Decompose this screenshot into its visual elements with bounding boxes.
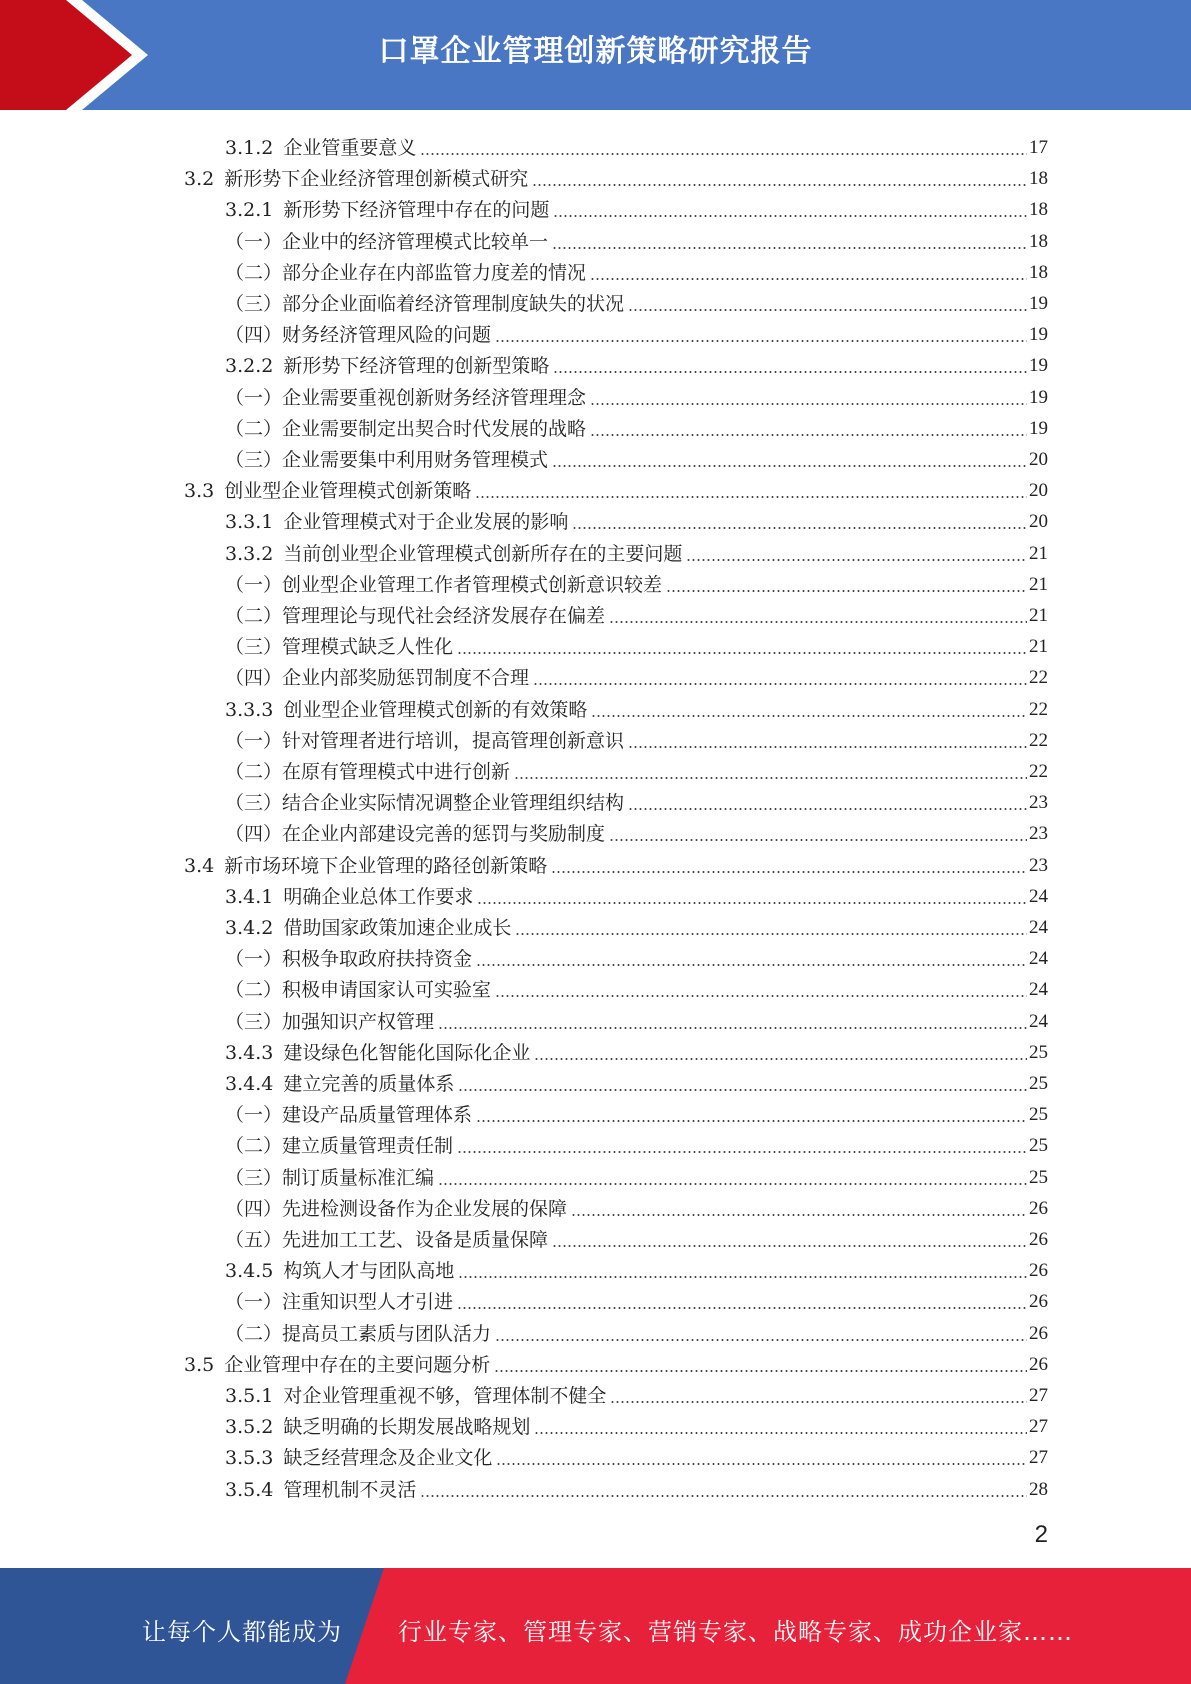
toc-dot-leader <box>495 995 1027 997</box>
toc-entry-title <box>184 168 530 190</box>
toc-entry-title <box>225 1260 456 1282</box>
toc-entry[interactable] <box>184 160 1048 190</box>
toc-dot-leader <box>494 1370 1027 1372</box>
toc-entry-title <box>225 324 493 346</box>
toc-entry-page: 22 <box>1029 761 1048 782</box>
toc-entry[interactable] <box>225 223 1048 253</box>
toc-entry-title <box>225 636 455 658</box>
toc-entry-page: 25 <box>1029 1041 1048 1063</box>
toc-dot-leader <box>666 590 1027 592</box>
toc-dot-leader <box>458 1276 1027 1278</box>
toc-entry[interactable] <box>184 1346 1048 1376</box>
toc-entry[interactable] <box>225 129 1048 159</box>
toc-entry-page: 23 <box>1029 792 1048 814</box>
toc-entry-number: 3.1.2 <box>225 137 274 159</box>
toc-entry[interactable] <box>225 940 1048 970</box>
page-number: 2 <box>1034 1521 1048 1548</box>
toc-entry-page: 22 <box>1029 667 1048 689</box>
toc-dot-leader <box>552 247 1027 249</box>
toc-entry-page: 25 <box>1029 1104 1048 1126</box>
toc-entry[interactable] <box>225 659 1048 689</box>
toc-entry-text: 企业管理中存在的主要问题分析 <box>224 1353 491 1376</box>
toc-dot-leader <box>590 434 1027 436</box>
toc-entry-title <box>225 1135 455 1157</box>
toc-entry-title <box>225 1447 494 1469</box>
toc-entry-title <box>225 449 550 471</box>
toc-entry-title <box>225 1416 532 1438</box>
toc-dot-leader <box>515 933 1027 935</box>
toc-entry-number: 3.3 <box>184 480 215 503</box>
toc-entry[interactable] <box>225 503 1048 533</box>
toc-entry-page: 26 <box>1029 1353 1048 1375</box>
toc-entry[interactable] <box>225 410 1048 440</box>
toc-dot-leader <box>553 215 1027 217</box>
toc-dot-leader <box>458 1089 1027 1091</box>
toc-entry-title <box>225 886 475 908</box>
toc-entry-page: 24 <box>1029 948 1048 970</box>
toc-entry-number: 3.4.3 <box>225 1041 274 1064</box>
toc-entry-title <box>225 667 531 689</box>
toc-dot-leader <box>438 1027 1027 1029</box>
toc-entry-title <box>225 293 626 315</box>
toc-entry-text: （四）在企业内部建设完善的惩罚与奖励制度 <box>225 823 606 846</box>
toc-entry-text: 缺乏明确的长期发展战略规划 <box>283 1416 531 1439</box>
toc-entry-text: （一）积极争取政府扶持资金 <box>225 948 473 971</box>
toc-entry-text: （二）企业需要制定出契合时代发展的战略 <box>225 417 587 440</box>
toc-entry-text: 明确企业总体工作要求 <box>283 885 474 908</box>
toc-entry-text: 企业管重要意义 <box>283 137 417 159</box>
toc-entry-page: 21 <box>1029 573 1048 595</box>
toc-entry[interactable] <box>225 1065 1048 1095</box>
toc-dot-leader <box>534 1432 1027 1434</box>
toc-entry-title <box>225 699 589 721</box>
toc-entry-title <box>225 262 588 284</box>
toc-entry-page: 28 <box>1029 1478 1048 1500</box>
report-title: 口罩企业管理创新策略研究报告 <box>378 34 813 69</box>
toc-entry-title <box>225 979 493 1001</box>
toc-entry[interactable] <box>225 566 1048 596</box>
toc-entry[interactable] <box>225 316 1048 346</box>
toc-entry-title <box>225 1073 456 1095</box>
toc-entry-title <box>225 137 418 159</box>
toc-dot-leader <box>514 777 1027 779</box>
toc-dot-leader <box>552 465 1027 467</box>
toc-dot-leader <box>457 652 1027 654</box>
toc-entry-number: 3.5.1 <box>225 1385 274 1407</box>
toc-entry-number: 3.4.5 <box>225 1260 274 1283</box>
toc-entry-page: 26 <box>1029 1260 1048 1282</box>
toc-entry[interactable] <box>225 1034 1048 1064</box>
toc-entry[interactable] <box>225 1471 1048 1501</box>
toc-dot-leader <box>553 371 1027 373</box>
toc-entry-text: （三）管理模式缺乏人性化 <box>225 636 454 659</box>
toc-entry-page: 23 <box>1029 854 1048 876</box>
toc-entry-text: 建设绿色化智能化国际化企业 <box>283 1041 531 1064</box>
toc-entry-number: 3.3.2 <box>225 542 274 565</box>
toc-entry-number: 3.4.1 <box>225 885 274 908</box>
toc-entry-page: 19 <box>1029 417 1048 439</box>
toc-entry-page: 25 <box>1029 1073 1048 1094</box>
toc-entry-page: 18 <box>1029 261 1048 283</box>
toc-entry-page: 27 <box>1029 1416 1048 1438</box>
toc-entry-title <box>225 1229 550 1251</box>
toc-entry-text: （二）部分企业存在内部监管力度差的情况 <box>225 261 587 284</box>
toc-entry-text: （三）制订质量标准汇编 <box>225 1166 435 1189</box>
toc-entry-page: 20 <box>1029 511 1048 533</box>
toc-dot-leader <box>476 964 1027 966</box>
toc-entry-text: （三）企业需要集中利用财务管理模式 <box>225 449 549 471</box>
toc-entry[interactable] <box>184 847 1048 877</box>
toc-dot-leader <box>572 527 1027 529</box>
toc-dot-leader <box>457 1307 1027 1309</box>
toc-entry-text: （一）针对管理者进行培训，提高管理创新意识 <box>225 729 625 752</box>
toc-dot-leader <box>628 808 1027 810</box>
toc-entry-title <box>225 1385 608 1407</box>
toc-entry-page: 25 <box>1029 1166 1048 1188</box>
toc-dot-leader <box>496 1463 1027 1465</box>
toc-entry[interactable] <box>225 1127 1048 1157</box>
toc-entry[interactable] <box>225 379 1048 409</box>
toc-entry[interactable] <box>225 285 1048 315</box>
toc-entry[interactable] <box>225 1221 1048 1251</box>
toc-entry-page: 22 <box>1029 698 1048 720</box>
toc-entry[interactable] <box>225 1159 1048 1189</box>
toc-entry-page: 27 <box>1029 1447 1048 1469</box>
toc-entry-text: 建立完善的质量体系 <box>283 1073 455 1095</box>
toc-entry-text: （一）企业需要重视创新财务经济管理理念 <box>225 386 587 409</box>
toc-dot-leader <box>590 278 1027 280</box>
toc-entry-page: 25 <box>1029 1135 1048 1157</box>
toc-entry-title <box>225 543 684 565</box>
toc-entry-text: 对企业管理重视不够，管理体制不健全 <box>283 1385 607 1407</box>
toc-entry-title <box>225 792 626 814</box>
toc-entry-page: 26 <box>1029 1322 1048 1344</box>
footer-slogan-right: 行业专家、管理专家、营销专家、战略专家、成功企业家…… <box>398 1618 1073 1646</box>
toc-entry[interactable] <box>225 347 1048 377</box>
toc-entry-text: （一）创业型企业管理工作者管理模式创新意识较差 <box>225 573 663 596</box>
toc-entry-page: 19 <box>1029 293 1048 314</box>
toc-entry[interactable] <box>225 878 1048 908</box>
toc-entry-title <box>225 948 474 970</box>
toc-entry-number: 3.4 <box>184 854 215 877</box>
toc-entry-title <box>225 418 588 440</box>
toc-dot-leader <box>551 871 1027 873</box>
toc-entry[interactable] <box>225 815 1048 845</box>
toc-entry[interactable] <box>225 535 1048 565</box>
toc-entry[interactable] <box>225 1408 1048 1438</box>
toc-dot-leader <box>495 340 1027 342</box>
toc-dot-leader <box>533 683 1027 685</box>
footer-slogan-left: 让每个人都能成为 <box>142 1618 342 1646</box>
toc-entry-number: 3.2.2 <box>225 355 274 378</box>
toc-entry[interactable] <box>225 1315 1048 1345</box>
toc-entry-title <box>225 199 551 221</box>
toc-entry-text: 创业型企业管理模式创新策略 <box>224 480 472 503</box>
toc-entry-text: 企业管理模式对于企业发展的影响 <box>283 511 569 534</box>
toc-dot-leader <box>591 715 1027 717</box>
toc-entry[interactable] <box>225 1096 1048 1126</box>
toc-entry[interactable] <box>225 441 1048 471</box>
toc-entry-text: （二）提高员工素质与团队活力 <box>225 1322 492 1345</box>
toc-entry-page: 24 <box>1029 885 1048 907</box>
toc-entry[interactable] <box>225 753 1048 783</box>
toc-entry-text: 构筑人才与团队高地 <box>283 1260 455 1283</box>
toc-dot-leader <box>609 621 1027 623</box>
toc-entry-page: 21 <box>1029 605 1048 626</box>
toc-dot-leader <box>552 1245 1027 1247</box>
toc-entry-text: （三）加强知识产权管理 <box>225 1010 435 1033</box>
toc-entry-title <box>225 511 570 533</box>
toc-entry-text: 当前创业型企业管理模式创新所存在的主要问题 <box>283 542 683 565</box>
toc-entry[interactable] <box>225 1252 1048 1282</box>
toc-entry-text: （三）部分企业面临着经济管理制度缺失的状况 <box>225 293 625 315</box>
toc-dot-leader <box>609 839 1027 841</box>
toc-entry-number: 3.5.3 <box>225 1447 274 1470</box>
toc-entry-text: 创业型企业管理模式创新的有效策略 <box>283 698 588 721</box>
toc-entry-text: （四）企业内部奖励惩罚制度不合理 <box>225 667 530 690</box>
toc-entry-page: 20 <box>1029 449 1048 470</box>
toc-dot-leader <box>628 746 1027 748</box>
toc-entry-text: （四）先进检测设备作为企业发展的保障 <box>225 1197 568 1220</box>
toc-entry-title <box>225 823 607 845</box>
toc-entry-number: 3.3.1 <box>225 511 274 534</box>
toc-entry[interactable] <box>225 909 1048 939</box>
toc-dot-leader <box>686 559 1027 561</box>
toc-entry[interactable] <box>225 597 1048 627</box>
toc-entry-page: 26 <box>1029 1229 1048 1250</box>
toc-entry-page: 18 <box>1029 199 1048 221</box>
toc-dot-leader <box>610 1401 1027 1403</box>
toc-entry[interactable] <box>225 1190 1048 1220</box>
toc-entry-title <box>184 1354 492 1376</box>
toc-entry-page: 19 <box>1029 386 1048 408</box>
toc-entry-title <box>225 387 588 409</box>
toc-dot-leader <box>477 902 1027 904</box>
toc-entry-text: （二）建立质量管理责任制 <box>225 1135 454 1158</box>
toc-entry-text: （一）企业中的经济管理模式比较单一 <box>225 230 549 253</box>
toc-entry-number: 3.2.1 <box>225 199 274 222</box>
toc-entry-title <box>225 1291 455 1313</box>
toc-entry-title <box>225 1167 436 1189</box>
toc-entry-title <box>225 917 513 939</box>
toc-entry-text: （二）在原有管理模式中进行创新 <box>225 761 511 783</box>
toc-entry-page: 26 <box>1029 1197 1048 1219</box>
toc-entry-text: （一）建设产品质量管理体系 <box>225 1104 473 1127</box>
toc-entry-number: 3.5.2 <box>225 1416 274 1439</box>
page-footer <box>0 1568 1191 1684</box>
toc-entry[interactable] <box>225 1003 1048 1033</box>
toc-entry-number: 3.4.2 <box>225 917 274 939</box>
toc-entry[interactable] <box>225 722 1048 752</box>
toc-dot-leader <box>420 1495 1027 1497</box>
toc-entry-text: （四）财务经济管理风险的问题 <box>225 324 492 347</box>
toc-entry[interactable] <box>225 1439 1048 1469</box>
toc-entry-page: 18 <box>1029 168 1048 190</box>
toc-dot-leader <box>628 309 1027 311</box>
toc-entry-text: 缺乏经营理念及企业文化 <box>283 1447 493 1470</box>
toc-dot-leader <box>532 184 1027 186</box>
toc-entry-page: 21 <box>1029 636 1048 658</box>
toc-entry[interactable] <box>225 191 1048 221</box>
toc-entry-text: 管理机制不灵活 <box>283 1478 417 1501</box>
toc-entry-title <box>225 355 551 377</box>
toc-entry-text: 新形势下经济管理中存在的问题 <box>283 199 550 222</box>
toc-dot-leader <box>420 153 1027 155</box>
toc-entry-page: 24 <box>1029 1010 1048 1032</box>
toc-dot-leader <box>571 1214 1027 1216</box>
toc-entry-title <box>184 480 473 502</box>
toc-entry-page: 24 <box>1029 917 1048 938</box>
toc-entry[interactable] <box>225 254 1048 284</box>
toc-entry-page: 21 <box>1029 542 1048 564</box>
toc-entry-text: （二）管理理论与现代社会经济发展存在偏差 <box>225 605 606 627</box>
toc-dot-leader <box>534 1058 1027 1060</box>
toc-entry-number: 3.5.4 <box>225 1478 274 1501</box>
toc-entry-title <box>184 855 549 877</box>
toc-entry[interactable] <box>225 1283 1048 1313</box>
toc-entry[interactable] <box>225 628 1048 658</box>
toc-entry[interactable] <box>225 971 1048 1001</box>
toc-dot-leader <box>475 496 1027 498</box>
toc-entry-page: 19 <box>1029 324 1048 346</box>
toc-entry-number: 3.2 <box>184 168 215 191</box>
toc-entry-page: 23 <box>1029 823 1048 845</box>
toc-entry-text: （一）注重知识型人才引进 <box>225 1291 454 1314</box>
toc-entry-title <box>225 231 550 253</box>
toc-entry-title <box>225 1104 474 1126</box>
toc-entry-title <box>225 605 607 627</box>
toc-entry-page: 27 <box>1029 1385 1048 1406</box>
toc-entry-page: 18 <box>1029 230 1048 252</box>
toc-entry-page: 26 <box>1029 1291 1048 1313</box>
toc-dot-leader <box>495 1339 1027 1341</box>
toc-entry-title <box>225 1011 436 1033</box>
toc-entry-title <box>225 1198 569 1220</box>
toc-entry-page: 17 <box>1029 137 1048 158</box>
toc-dot-leader <box>438 1183 1027 1185</box>
toc-entry-title <box>225 1479 418 1501</box>
toc-entry-text: （三）结合企业实际情况调整企业管理组织结构 <box>225 792 625 815</box>
toc-entry[interactable] <box>184 472 1048 502</box>
toc-entry[interactable] <box>225 691 1048 721</box>
toc-entry-page: 20 <box>1029 480 1048 502</box>
toc-entry-number: 3.4.4 <box>225 1073 274 1095</box>
toc-entry-number: 3.5 <box>184 1353 215 1376</box>
toc-dot-leader <box>590 403 1027 405</box>
toc-entry-page: 19 <box>1029 355 1048 377</box>
toc-entry-title <box>225 761 512 783</box>
toc-entry-title <box>225 730 626 752</box>
report-header <box>0 0 1191 110</box>
toc-entry-text: 新形势下企业经济管理创新模式研究 <box>224 168 529 191</box>
toc-dot-leader <box>457 1151 1027 1153</box>
toc-entry-title <box>225 574 664 596</box>
toc-entry-title <box>225 1042 532 1064</box>
toc-entry-text: 借助国家政策加速企业成长 <box>283 917 512 939</box>
toc-dot-leader <box>476 1120 1027 1122</box>
toc-entry[interactable] <box>225 784 1048 814</box>
toc-entry-number: 3.3.3 <box>225 698 274 721</box>
toc-entry-page: 22 <box>1029 729 1048 751</box>
toc-entry-text: 新市场环境下企业管理的路径创新策略 <box>224 854 548 877</box>
toc-entry-title <box>225 1323 493 1345</box>
toc-entry[interactable] <box>225 1377 1048 1407</box>
toc-entry-text: （二）积极申请国家认可实验室 <box>225 979 492 1002</box>
toc-entry-text: （五）先进加工工艺、设备是质量保障 <box>225 1229 549 1251</box>
toc-entry-page: 24 <box>1029 979 1048 1001</box>
toc-entry-text: 新形势下经济管理的创新型策略 <box>283 355 550 378</box>
